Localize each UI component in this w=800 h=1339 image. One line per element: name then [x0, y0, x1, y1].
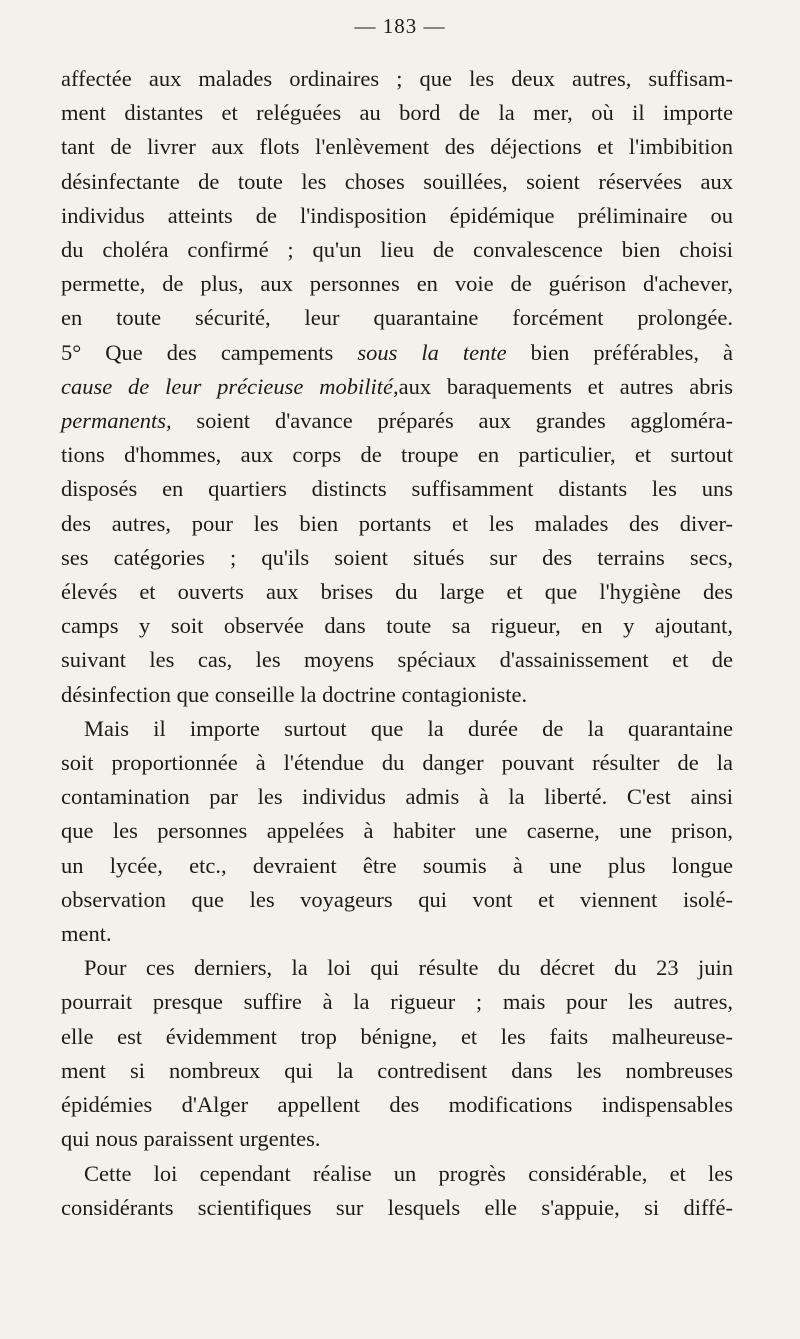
- paragraph-5: [61, 1157, 733, 1225]
- text-line: ment si nombreux qui la contredisent dans les nombreuses: [61, 1057, 733, 1083]
- page-number: — 183 —: [354, 14, 446, 38]
- text-line: [61, 370, 733, 404]
- text-line: un lycée, etc., devraient être soumis à une plus longue: [61, 852, 733, 878]
- text-line: désinfection que conseille la doctrine contagioniste.: [61, 681, 528, 707]
- text-line: pourrait presque suffire à la rigueur ; mais pour les autres,: [61, 989, 733, 1015]
- italic-run: sous la tente: [357, 339, 507, 365]
- text-line: [61, 336, 733, 370]
- text-line: ses catégories ; qu'ils soient situés sur des terrains secs,: [61, 544, 733, 570]
- text-run: aux baraquements et autres abris: [398, 373, 733, 399]
- body-text: [61, 62, 733, 1225]
- text-line: du choléra confirmé ; qu'un lieu de convalescence bien choisi: [61, 237, 733, 263]
- text-line: tions d'hommes, aux corps de troupe en particulier, et surtout: [61, 442, 733, 468]
- text-line: tant de livrer aux flots l'enlèvement des déjections et l'imbibition: [61, 134, 733, 160]
- text-line: Pour ces derniers, la loi qui résulte du décret du 23 juin: [84, 955, 733, 981]
- text-line: élevés et ouverts aux brises du large et que l'hygiène des: [61, 579, 733, 605]
- text-line: Mais il importe surtout que la durée de la quarantaine: [84, 715, 733, 741]
- paragraph-4: [61, 951, 733, 1156]
- text-run: bien préférables, à: [530, 339, 733, 365]
- text-run: soient d'avance préparés aux grandes aggloméra-: [196, 408, 733, 434]
- text-line: ment.: [61, 921, 112, 947]
- text-line: [61, 404, 733, 438]
- paragraph-2: [61, 336, 733, 712]
- text-line: qui nous paraissent urgentes.: [61, 1126, 321, 1152]
- text-line: contamination par les individus admis à la liberté. C'est ainsi: [61, 784, 733, 810]
- text-line: soit proportionnée à l'étendue du danger pouvant résulter de la: [61, 750, 733, 776]
- text-line: considérants scientifiques sur lesquels elle s'appuie, si diffé-: [61, 1194, 733, 1220]
- text-line: affectée aux malades ordinaires ; que les deux autres, suffisam-: [61, 66, 733, 91]
- text-line: individus atteints de l'indisposition épidémique préliminaire ou: [61, 202, 733, 228]
- italic-run: cause de leur précieuse mobilité,: [61, 373, 399, 399]
- text-line: permette, de plus, aux personnes en voie de guérison d'achever,: [61, 271, 733, 297]
- text-line: désinfectante de toute les choses souillées, soient réservées aux: [61, 168, 733, 194]
- text-line: en toute sécurité, leur quarantaine forcément prolongée.: [61, 305, 733, 331]
- text-line: camps y soit observée dans toute sa rigueur, en y ajoutant,: [61, 613, 733, 639]
- text-line: que les personnes appelées à habiter une caserne, une prison,: [61, 818, 733, 844]
- text-line: elle est évidemment trop bénigne, et les faits malheureuse-: [61, 1023, 733, 1049]
- text-line: ment distantes et reléguées au bord de la mer, où il importe: [61, 100, 733, 126]
- text-line: des autres, pour les bien portants et les malades des diver-: [61, 510, 733, 536]
- text-line: Cette loi cependant réalise un progrès considérable, et les: [84, 1160, 733, 1186]
- text-run: 5° Que des campements: [61, 339, 334, 365]
- text-line: épidémies d'Alger appellent des modifications indispensables: [61, 1092, 733, 1118]
- paragraph-1: [61, 62, 733, 336]
- text-line: observation que les voyageurs qui vont et viennent isolé-: [61, 886, 733, 912]
- paragraph-3: [61, 712, 733, 951]
- italic-run: permanents,: [61, 408, 172, 434]
- text-line: suivant les cas, les moyens spéciaux d'assainissement et de: [61, 647, 733, 673]
- text-line: disposés en quartiers distincts suffisamment distants les uns: [61, 476, 733, 502]
